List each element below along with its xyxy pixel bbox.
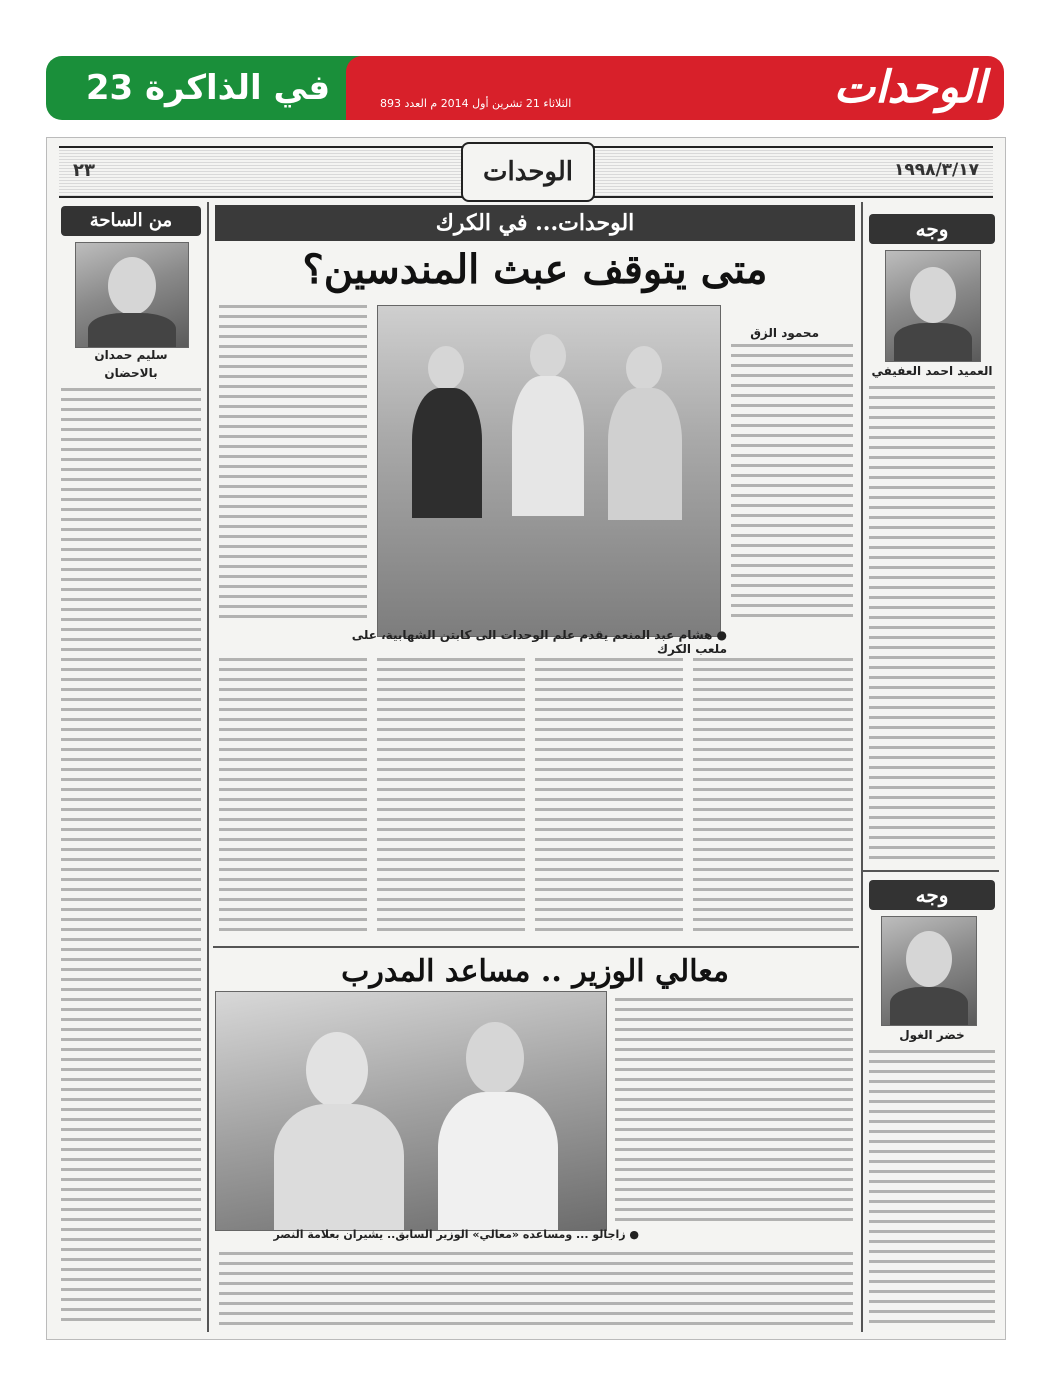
right-top-column-header: وجه bbox=[869, 214, 995, 244]
masthead-logo: الوحدات bbox=[461, 142, 595, 202]
top-banner bbox=[46, 56, 1004, 120]
main-article-photo bbox=[377, 305, 721, 637]
right-bottom-column-header: وجه bbox=[869, 880, 995, 910]
brand-logo-text: الوحدات bbox=[833, 62, 986, 113]
right-column-divider bbox=[863, 870, 999, 872]
article-divider bbox=[213, 946, 859, 948]
left-column-portrait bbox=[75, 242, 189, 348]
right-top-person-name: العميد احمد العفيفي bbox=[871, 364, 993, 378]
left-column-person-name: سليم حمدان bbox=[94, 348, 168, 362]
issue-date-line: الثلاثاء 21 تشرين أول 2014 م العدد 893 bbox=[380, 97, 572, 110]
right-bottom-person-name: خضر الغول bbox=[899, 1028, 965, 1042]
main-article-left-text bbox=[219, 305, 367, 625]
main-article-col-4 bbox=[693, 658, 853, 938]
main-article-col-2 bbox=[377, 658, 525, 938]
memory-page-title: في الذاكرة 23 bbox=[85, 68, 331, 108]
masthead-date: ١٩٩٨/٣/١٧ bbox=[893, 160, 979, 180]
article-kicker: الوحدات... في الكرك bbox=[215, 205, 855, 241]
second-article-photo bbox=[215, 991, 607, 1231]
main-article-col-3 bbox=[535, 658, 683, 938]
right-bottom-body-text bbox=[869, 1050, 995, 1328]
second-photo-caption: ● زاجالو ... ومساعده «معالي» الوزير السابق.. يشيران بعلامة النصر bbox=[273, 1228, 639, 1241]
second-article-headline: معالي الوزير .. مساعد المدرب bbox=[341, 954, 729, 989]
main-article-col-1 bbox=[219, 658, 367, 938]
second-article-bottom-text bbox=[219, 1252, 853, 1328]
left-column-body-text bbox=[61, 388, 201, 1328]
left-column-header: من الساحة bbox=[61, 206, 201, 236]
main-article-right-text bbox=[731, 344, 853, 624]
masthead-page-number: ٢٣ bbox=[73, 160, 95, 181]
newspaper-masthead bbox=[59, 146, 993, 198]
scanned-newspaper-page bbox=[46, 137, 1006, 1340]
right-top-portrait bbox=[885, 250, 981, 362]
article-headline: متى يتوقف عبث المندسين؟ bbox=[302, 246, 768, 293]
right-top-body-text bbox=[869, 386, 995, 864]
right-bottom-portrait bbox=[881, 916, 977, 1026]
left-column-subtitle: بالاحضان bbox=[104, 366, 158, 380]
main-photo-caption: ● هشام عبد المنعم يقدم علم الوحدات الى كابتن الشهابية، على ملعب الكرك bbox=[351, 628, 727, 656]
column-rule-left bbox=[207, 202, 209, 1332]
column-rule-right bbox=[861, 202, 863, 1332]
second-article-right-text bbox=[615, 998, 853, 1228]
article-byline: محمود الزق bbox=[750, 326, 819, 340]
